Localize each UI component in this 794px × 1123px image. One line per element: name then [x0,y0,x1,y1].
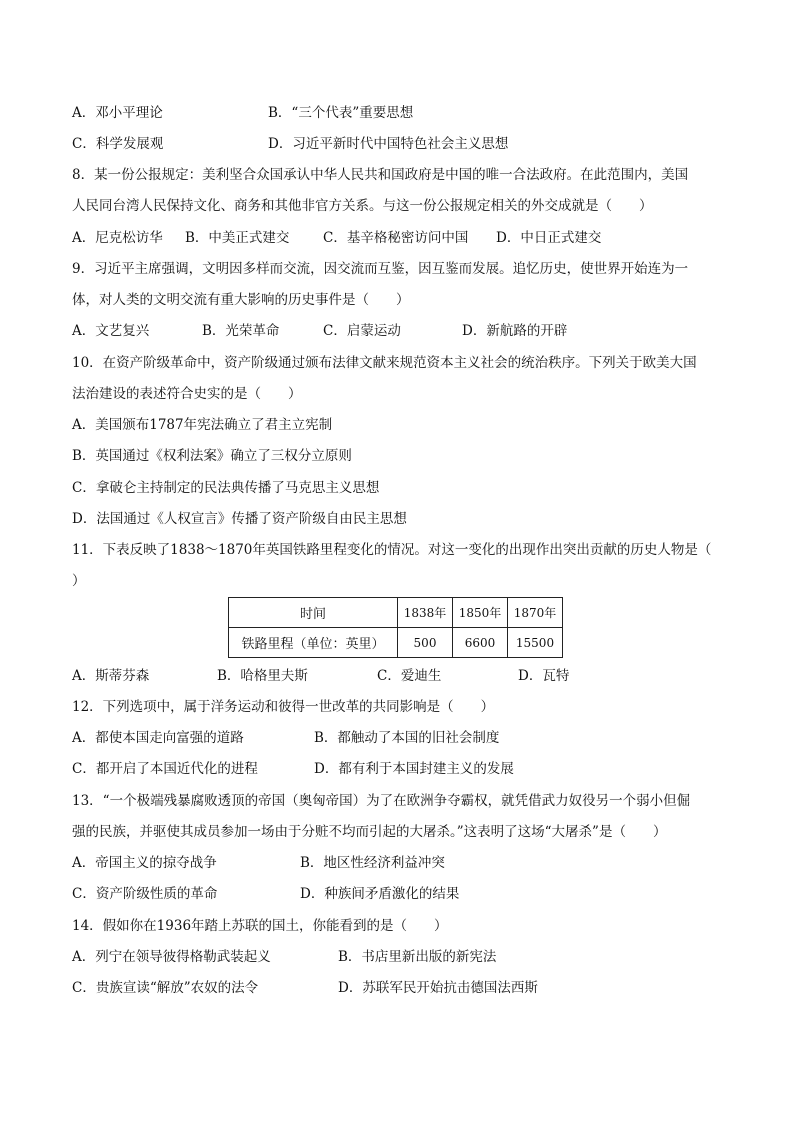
q11-option-c[interactable]: C．爱迪生 [377,668,442,684]
table-value-1850: 6600 [453,628,508,658]
q12-option-a[interactable]: A．都使本国走向富强的道路 [72,730,244,746]
q11-stem-line-2: ） [72,573,86,589]
q10-option-a[interactable]: A．美国颁布1787年宪法确立了君主立宪制 [72,417,333,433]
q11-option-a[interactable]: A．斯蒂芬森 [72,668,150,684]
q12-option-c[interactable]: C．都开启了本国近代化的进程 [72,761,258,777]
table-year-1838: 1838年 [398,598,453,628]
q7-option-a[interactable]: A．邓小平理论 [72,105,163,121]
railway-mileage-table [228,597,563,658]
q14-stem-line-1: 14．假如你在1936年踏上苏联的国土，你能看到的是（ ） [72,918,448,934]
table-year-1870: 1870年 [508,598,563,628]
q10-option-c[interactable]: C．拿破仑主持制定的民法典传播了马克思主义思想 [72,480,380,496]
q9-option-a[interactable]: A．文艺复兴 [72,323,150,339]
q7-option-c[interactable]: C．科学发展观 [72,136,164,152]
q11-stem-line-1: 11．下表反映了1838～1870年英国铁路里程变化的情况。对这一变化的出现作出突出贡献的历史人物是（ [72,542,712,558]
q9-option-b[interactable]: B．光荣革命 [202,323,280,339]
q11-option-b[interactable]: B．哈格里夫斯 [217,668,308,684]
q8-option-d[interactable]: D．中日正式建交 [496,230,602,246]
q12-option-d[interactable]: D．都有利于本国封建主义的发展 [314,761,514,777]
q12-option-b[interactable]: B．都触动了本国的旧社会制度 [314,730,500,746]
q13-option-a[interactable]: A．帝国主义的掠夺战争 [72,855,217,871]
table-year-1850: 1850年 [453,598,508,628]
table-header-label: 时间 [229,598,398,628]
table-header-row [229,598,563,628]
q13-stem-line-1: 13．“一个极端残暴腐败透顶的帝国（奥匈帝国）为了在欧洲争夺霸权，就凭借武力奴役另一个弱小但倔 [72,793,691,809]
q8-stem-line-2: 人民同台湾人民保持文化、商务和其他非官方关系。与这一份公报规定相关的外交成就是（ ） [72,198,653,214]
q13-stem-line-2: 强的民族，并驱使其成员参加一场由于分赃不均而引起的大屠杀。”这表明了这场“大屠杀”是（ ） [72,824,667,840]
q7-option-d[interactable]: D．习近平新时代中国特色社会主义思想 [268,136,509,152]
table-value-1870: 15500 [508,628,563,658]
q13-option-d[interactable]: D．种族间矛盾激化的结果 [300,886,460,902]
q8-option-b[interactable]: B．中美正式建交 [185,230,290,246]
q10-stem-line-2: 法治建设的表述符合史实的是（ ） [72,386,302,402]
q12-stem-line-1: 12．下列选项中，属于洋务运动和彼得一世改革的共同影响是（ ） [72,699,495,715]
table-row-label: 铁路里程（单位：英里） [229,628,398,658]
q9-stem-line-2: 体，对人类的文明交流有重大影响的历史事件是（ ） [72,292,410,308]
q7-option-b[interactable]: B．“三个代表”重要思想 [268,105,414,121]
q9-option-d[interactable]: D．新航路的开辟 [462,323,568,339]
q13-option-b[interactable]: B．地区性经济利益冲突 [300,855,445,871]
q10-stem-line-1: 10．在资产阶级革命中，资产阶级通过颁布法律文献来规范资本主义社会的统治秩序。下列关于欧美大国 [72,355,697,371]
q10-option-d[interactable]: D．法国通过《人权宣言》传播了资产阶级自由民主思想 [72,511,407,527]
q9-option-c[interactable]: C．启蒙运动 [323,323,401,339]
table-data-row [229,628,563,658]
q11-option-d[interactable]: D．瓦特 [518,668,570,684]
q8-option-a[interactable]: A．尼克松访华 [72,230,163,246]
q9-stem-line-1: 9．习近平主席强调，文明因多样而交流，因交流而互鉴，因互鉴而发展。追忆历史，使世界开始连为一 [72,261,689,277]
q14-option-b[interactable]: B．书店里新出版的新宪法 [338,949,497,965]
q14-option-c[interactable]: C．贵族宣读“解放”农奴的法令 [72,980,259,996]
table-value-1838: 500 [398,628,453,658]
q13-option-c[interactable]: C．资产阶级性质的革命 [72,886,218,902]
q14-option-d[interactable]: D．苏联军民开始抗击德国法西斯 [338,980,538,996]
q14-option-a[interactable]: A．列宁在领导彼得格勒武装起义 [72,949,271,965]
q8-stem-line-1: 8．某一份公报规定：美利坚合众国承认中华人民共和国政府是中国的唯一合法政府。在此范围内，美国 [72,167,689,183]
q8-option-c[interactable]: C．基辛格秘密访问中国 [323,230,469,246]
q10-option-b[interactable]: B．英国通过《权利法案》确立了三权分立原则 [72,448,352,464]
